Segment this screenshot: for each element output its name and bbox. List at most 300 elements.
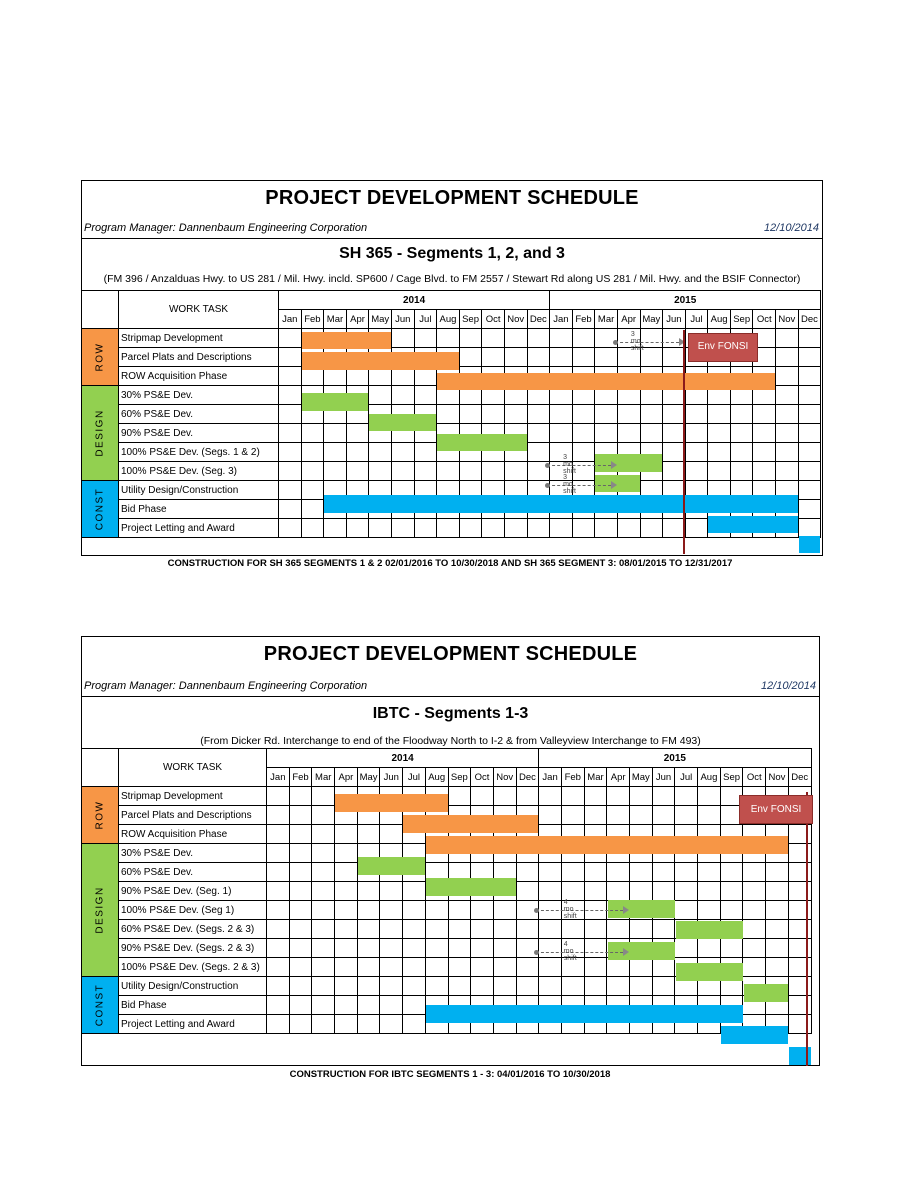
segment-subtitle: (From Dicker Rd. Interchange to end of the Floodway North to I-2 & from Valleyview Interchange to FM 493): [200, 735, 701, 747]
table-row: [82, 367, 821, 386]
grid-cell: [357, 996, 380, 1015]
task-name: ROW Acquisition Phase: [119, 825, 267, 844]
grid-cell: [595, 367, 618, 386]
grid-cell: [301, 386, 324, 405]
grid-cell: [267, 844, 290, 863]
grid-cell: [595, 500, 618, 519]
grid-cell: [279, 462, 302, 481]
grid-cell: [391, 329, 414, 348]
task-name: 90% PS&E Dev. (Seg. 1): [119, 882, 267, 901]
month-header: Oct: [753, 310, 776, 329]
grid-cell: [425, 1015, 448, 1034]
grid-cell: [357, 882, 380, 901]
grid-cell: [289, 977, 312, 996]
grid-cell: [675, 901, 698, 920]
grid-cell: [663, 443, 686, 462]
grid-cell: [663, 424, 686, 443]
env-fonsi-milestone: Env FONSI: [688, 333, 758, 362]
grid-cell: [482, 348, 505, 367]
grid-cell: [267, 977, 290, 996]
grid-cell: [685, 348, 708, 367]
grid-cell: [753, 462, 776, 481]
grid-cell: [516, 920, 539, 939]
grid-cell: [380, 844, 403, 863]
month-header: Dec: [798, 310, 821, 329]
grid-cell: [482, 367, 505, 386]
grid-cell: [346, 519, 369, 538]
grid-cell: [743, 958, 766, 977]
grid-cell: [788, 787, 811, 806]
grid-cell: [516, 901, 539, 920]
month-header: Jun: [380, 768, 403, 787]
task-name: 90% PS&E Dev. (Segs. 2 & 3): [119, 939, 267, 958]
grid-cell: [698, 996, 721, 1015]
grid-cell: [766, 958, 789, 977]
grid-cell: [584, 920, 607, 939]
grid-cell: [312, 825, 335, 844]
month-header: Apr: [607, 768, 630, 787]
task-name: 30% PS&E Dev.: [119, 844, 267, 863]
month-header: Feb: [561, 768, 584, 787]
grid-cell: [663, 348, 686, 367]
grid-cell: [279, 500, 302, 519]
grid-cell: [595, 386, 618, 405]
grid-cell: [730, 424, 753, 443]
grid-cell: [675, 844, 698, 863]
grid-cell: [572, 462, 595, 481]
grid-cell: [335, 806, 358, 825]
grid-cell: [425, 863, 448, 882]
grid-cell: [584, 882, 607, 901]
grid-cell: [301, 367, 324, 386]
corner-cell: [82, 291, 119, 329]
divider: [82, 238, 822, 239]
category-label: ROW: [94, 342, 106, 372]
grid-cell: [425, 996, 448, 1015]
grid-cell: [776, 348, 799, 367]
table-row: [82, 825, 812, 844]
grid-cell: [675, 958, 698, 977]
month-header: May: [630, 768, 653, 787]
grid-cell: [504, 519, 527, 538]
grid-cell: [561, 863, 584, 882]
grid-cell: [493, 901, 516, 920]
grid-cell: [403, 939, 426, 958]
grid-cell: [607, 787, 630, 806]
grid-cell: [595, 405, 618, 424]
grid-cell: [527, 405, 550, 424]
grid-cell: [698, 1015, 721, 1034]
grid-cell: [471, 901, 494, 920]
grid-cell: [630, 939, 653, 958]
grid-cell: [550, 348, 573, 367]
table-row: [82, 977, 812, 996]
grid-cell: [572, 500, 595, 519]
grid-cell: [572, 348, 595, 367]
grid-cell: [550, 329, 573, 348]
grid-cell: [391, 462, 414, 481]
table-row: [82, 462, 821, 481]
grid-cell: [414, 424, 437, 443]
grid-cell: [504, 386, 527, 405]
grid-cell: [788, 1015, 811, 1034]
month-header: May: [369, 310, 392, 329]
grid-cell: [459, 443, 482, 462]
grid-cell: [516, 996, 539, 1015]
grid-cell: [675, 939, 698, 958]
grid-cell: [437, 405, 460, 424]
grid-cell: [640, 386, 663, 405]
grid-cell: [414, 462, 437, 481]
grid-cell: [448, 920, 471, 939]
program-manager: Program Manager: Dannenbaum Engineering Corporation: [84, 222, 368, 234]
grid-cell: [459, 462, 482, 481]
grid-cell: [346, 367, 369, 386]
grid-cell: [346, 481, 369, 500]
grid-cell: [504, 443, 527, 462]
grid-cell: [289, 939, 312, 958]
program-manager: Program Manager: Dannenbaum Engineering Corporation: [84, 680, 368, 692]
grid-cell: [663, 405, 686, 424]
task-name: 90% PS&E Dev.: [119, 424, 279, 443]
grid-cell: [403, 882, 426, 901]
grid-cell: [630, 863, 653, 882]
grid-cell: [324, 424, 347, 443]
grid-cell: [504, 424, 527, 443]
grid-cell: [312, 920, 335, 939]
month-header: Oct: [743, 768, 766, 787]
table-row: [82, 481, 821, 500]
grid-cell: [289, 863, 312, 882]
grid-cell: [561, 787, 584, 806]
category-design: [82, 386, 119, 481]
grid-cell: [630, 920, 653, 939]
grid-cell: [437, 443, 460, 462]
grid-cell: [584, 787, 607, 806]
schedule-footer: CONSTRUCTION FOR SH 365 SEGMENTS 1 & 2 02/01/2016 TO 10/30/2018 AND SH 365 SEGMENT 3: 08/01/2015 TO 12/31/2017: [167, 558, 733, 569]
table-row: [82, 901, 812, 920]
grid-cell: [346, 329, 369, 348]
grid-cell: [630, 825, 653, 844]
grid-cell: [301, 443, 324, 462]
grid-cell: [685, 519, 708, 538]
month-header: Oct: [471, 768, 494, 787]
grid-cell: [753, 500, 776, 519]
month-header: Jul: [403, 768, 426, 787]
grid-cell: [516, 806, 539, 825]
grid-cell: [289, 882, 312, 901]
grid-cell: [493, 958, 516, 977]
month-header: Apr: [335, 768, 358, 787]
grid-cell: [267, 939, 290, 958]
grid-cell: [743, 939, 766, 958]
category-label: DESIGN: [94, 886, 106, 934]
grid-cell: [720, 920, 743, 939]
grid-cell: [448, 844, 471, 863]
grid-cell: [482, 405, 505, 424]
category-label: CONST: [94, 983, 106, 1027]
task-name: Parcel Plats and Descriptions: [119, 806, 267, 825]
grid-cell: [493, 996, 516, 1015]
grid-cell: [652, 996, 675, 1015]
grid-cell: [663, 519, 686, 538]
grid-cell: [425, 977, 448, 996]
grid-cell: [753, 348, 776, 367]
grid-cell: [414, 500, 437, 519]
grid-cell: [584, 825, 607, 844]
grid-cell: [753, 405, 776, 424]
grid-cell: [380, 958, 403, 977]
grid-cell: [471, 863, 494, 882]
grid-cell: [572, 481, 595, 500]
grid-cell: [391, 424, 414, 443]
grid-cell: [708, 443, 731, 462]
grid-cell: [595, 519, 618, 538]
grid-cell: [561, 806, 584, 825]
month-header: Dec: [516, 768, 539, 787]
grid-cell: [708, 329, 731, 348]
grid-cell: [675, 863, 698, 882]
grid-cell: [324, 348, 347, 367]
grid-cell: [324, 462, 347, 481]
grid-cell: [267, 806, 290, 825]
grid-cell: [357, 806, 380, 825]
grid-cell: [391, 348, 414, 367]
grid-cell: [459, 367, 482, 386]
grid-cell: [391, 367, 414, 386]
grid-cell: [561, 844, 584, 863]
task-name: 60% PS&E Dev. (Segs. 2 & 3): [119, 920, 267, 939]
grid-cell: [708, 405, 731, 424]
grid-cell: [403, 844, 426, 863]
table-row: [82, 939, 812, 958]
grid-cell: [685, 481, 708, 500]
table-row: [82, 348, 821, 367]
grid-cell: [380, 901, 403, 920]
grid-cell: [459, 348, 482, 367]
grid-cell: [753, 481, 776, 500]
grid-cell: [471, 958, 494, 977]
grid-cell: [312, 1015, 335, 1034]
grid-cell: [607, 901, 630, 920]
grid-cell: [698, 806, 721, 825]
month-header: Aug: [708, 310, 731, 329]
grid-cell: [572, 405, 595, 424]
grid-cell: [516, 844, 539, 863]
grid-cell: [504, 481, 527, 500]
month-header: Nov: [776, 310, 799, 329]
grid-cell: [279, 481, 302, 500]
grid-cell: [584, 977, 607, 996]
category-const: [82, 481, 119, 538]
month-header: Nov: [493, 768, 516, 787]
grid-cell: [437, 367, 460, 386]
grid-cell: [663, 462, 686, 481]
grid-cell: [346, 500, 369, 519]
grid-cell: [685, 329, 708, 348]
schedule-ibtc: [81, 636, 820, 1066]
grid-cell: [595, 424, 618, 443]
grid-cell: [652, 863, 675, 882]
segment-title: SH 365 - Segments 1, 2, and 3: [339, 245, 565, 262]
table-row: [82, 443, 821, 462]
schedule-footer: CONSTRUCTION FOR IBTC SEGMENTS 1 - 3: 04/01/2016 TO 10/30/2018: [289, 1069, 611, 1080]
grid-cell: [595, 443, 618, 462]
grid-cell: [471, 920, 494, 939]
table-row: [82, 787, 812, 806]
grid-cell: [391, 386, 414, 405]
table-row: [82, 863, 812, 882]
grid-cell: [289, 787, 312, 806]
grid-cell: [584, 901, 607, 920]
grid-cell: [289, 958, 312, 977]
grid-cell: [516, 825, 539, 844]
grid-cell: [640, 481, 663, 500]
grid-cell: [753, 424, 776, 443]
grid-cell: [471, 882, 494, 901]
grid-cell: [788, 996, 811, 1015]
grid-cell: [766, 1015, 789, 1034]
grid-cell: [652, 977, 675, 996]
month-header: Jun: [663, 310, 686, 329]
grid-cell: [324, 405, 347, 424]
grid-cell: [527, 348, 550, 367]
grid-cell: [346, 386, 369, 405]
grid-cell: [482, 386, 505, 405]
grid-cell: [607, 806, 630, 825]
grid-cell: [798, 405, 821, 424]
grid-cell: [550, 405, 573, 424]
grid-cell: [584, 844, 607, 863]
grid-cell: [698, 920, 721, 939]
grid-cell: [312, 844, 335, 863]
grid-cell: [617, 386, 640, 405]
grid-cell: [369, 424, 392, 443]
grid-cell: [380, 996, 403, 1015]
grid-cell: [708, 424, 731, 443]
grid-cell: [289, 1015, 312, 1034]
month-header: Jul: [414, 310, 437, 329]
grid-cell: [369, 329, 392, 348]
grid-cell: [324, 386, 347, 405]
grid-cell: [527, 367, 550, 386]
grid-cell: [550, 519, 573, 538]
month-header: Sep: [448, 768, 471, 787]
month-header: Mar: [312, 768, 335, 787]
grid-cell: [776, 405, 799, 424]
grid-cell: [357, 920, 380, 939]
grid-cell: [380, 863, 403, 882]
grid-cell: [720, 901, 743, 920]
grid-cell: [753, 443, 776, 462]
grid-cell: [335, 825, 358, 844]
grid-cell: [675, 920, 698, 939]
grid-cell: [630, 882, 653, 901]
grid-cell: [335, 787, 358, 806]
grid-cell: [380, 977, 403, 996]
grid-cell: [561, 1015, 584, 1034]
grid-cell: [730, 519, 753, 538]
year-header: 2014: [267, 749, 539, 768]
grid-cell: [471, 939, 494, 958]
grid-cell: [788, 882, 811, 901]
grid-cell: [743, 901, 766, 920]
grid-cell: [516, 863, 539, 882]
month-header: Jan: [279, 310, 302, 329]
grid-cell: [743, 977, 766, 996]
grid-cell: [798, 500, 821, 519]
grid-cell: [607, 863, 630, 882]
work-task-header: WORK TASK: [119, 749, 267, 787]
grid-cell: [675, 825, 698, 844]
grid-cell: [652, 825, 675, 844]
grid-cell: [301, 481, 324, 500]
grid-cell: [698, 958, 721, 977]
grid-cell: [448, 996, 471, 1015]
grid-cell: [572, 424, 595, 443]
grid-cell: [267, 787, 290, 806]
table-row: [82, 996, 812, 1015]
grid-cell: [743, 844, 766, 863]
task-name: Utility Design/Construction: [119, 481, 279, 500]
year-header: 2015: [539, 749, 811, 768]
grid-cell: [527, 443, 550, 462]
grid-cell: [607, 977, 630, 996]
grid-cell: [312, 806, 335, 825]
task-name: 30% PS&E Dev.: [119, 386, 279, 405]
grid-cell: [493, 977, 516, 996]
grid-cell: [675, 806, 698, 825]
grid-cell: [312, 939, 335, 958]
grid-cell: [539, 882, 562, 901]
grid-cell: [289, 901, 312, 920]
grid-cell: [766, 920, 789, 939]
grid-cell: [437, 500, 460, 519]
shift-label: 3 mo shift: [563, 474, 576, 495]
grid-cell: [584, 996, 607, 1015]
schedule-date: 12/10/2014: [763, 222, 819, 234]
year-header: 2014: [279, 291, 550, 310]
grid-cell: [267, 1015, 290, 1034]
grid-cell: [493, 920, 516, 939]
grid-cell: [493, 787, 516, 806]
grid-cell: [459, 424, 482, 443]
grid-cell: [324, 481, 347, 500]
grid-cell: [312, 901, 335, 920]
grid-cell: [584, 939, 607, 958]
task-name: Bid Phase: [119, 996, 267, 1015]
grid-cell: [437, 519, 460, 538]
grid-cell: [584, 806, 607, 825]
grid-cell: [776, 519, 799, 538]
task-name: Parcel Plats and Descriptions: [119, 348, 279, 367]
grid-cell: [279, 443, 302, 462]
grid-cell: [730, 329, 753, 348]
grid-cell: [607, 996, 630, 1015]
grid-cell: [698, 977, 721, 996]
grid-cell: [776, 424, 799, 443]
grid-cell: [369, 481, 392, 500]
grid-cell: [425, 939, 448, 958]
grid-cell: [788, 920, 811, 939]
grid-cell: [708, 481, 731, 500]
grid-cell: [267, 825, 290, 844]
grid-cell: [459, 405, 482, 424]
grid-cell: [663, 367, 686, 386]
grid-cell: [425, 882, 448, 901]
grid-cell: [685, 424, 708, 443]
grid-cell: [595, 348, 618, 367]
